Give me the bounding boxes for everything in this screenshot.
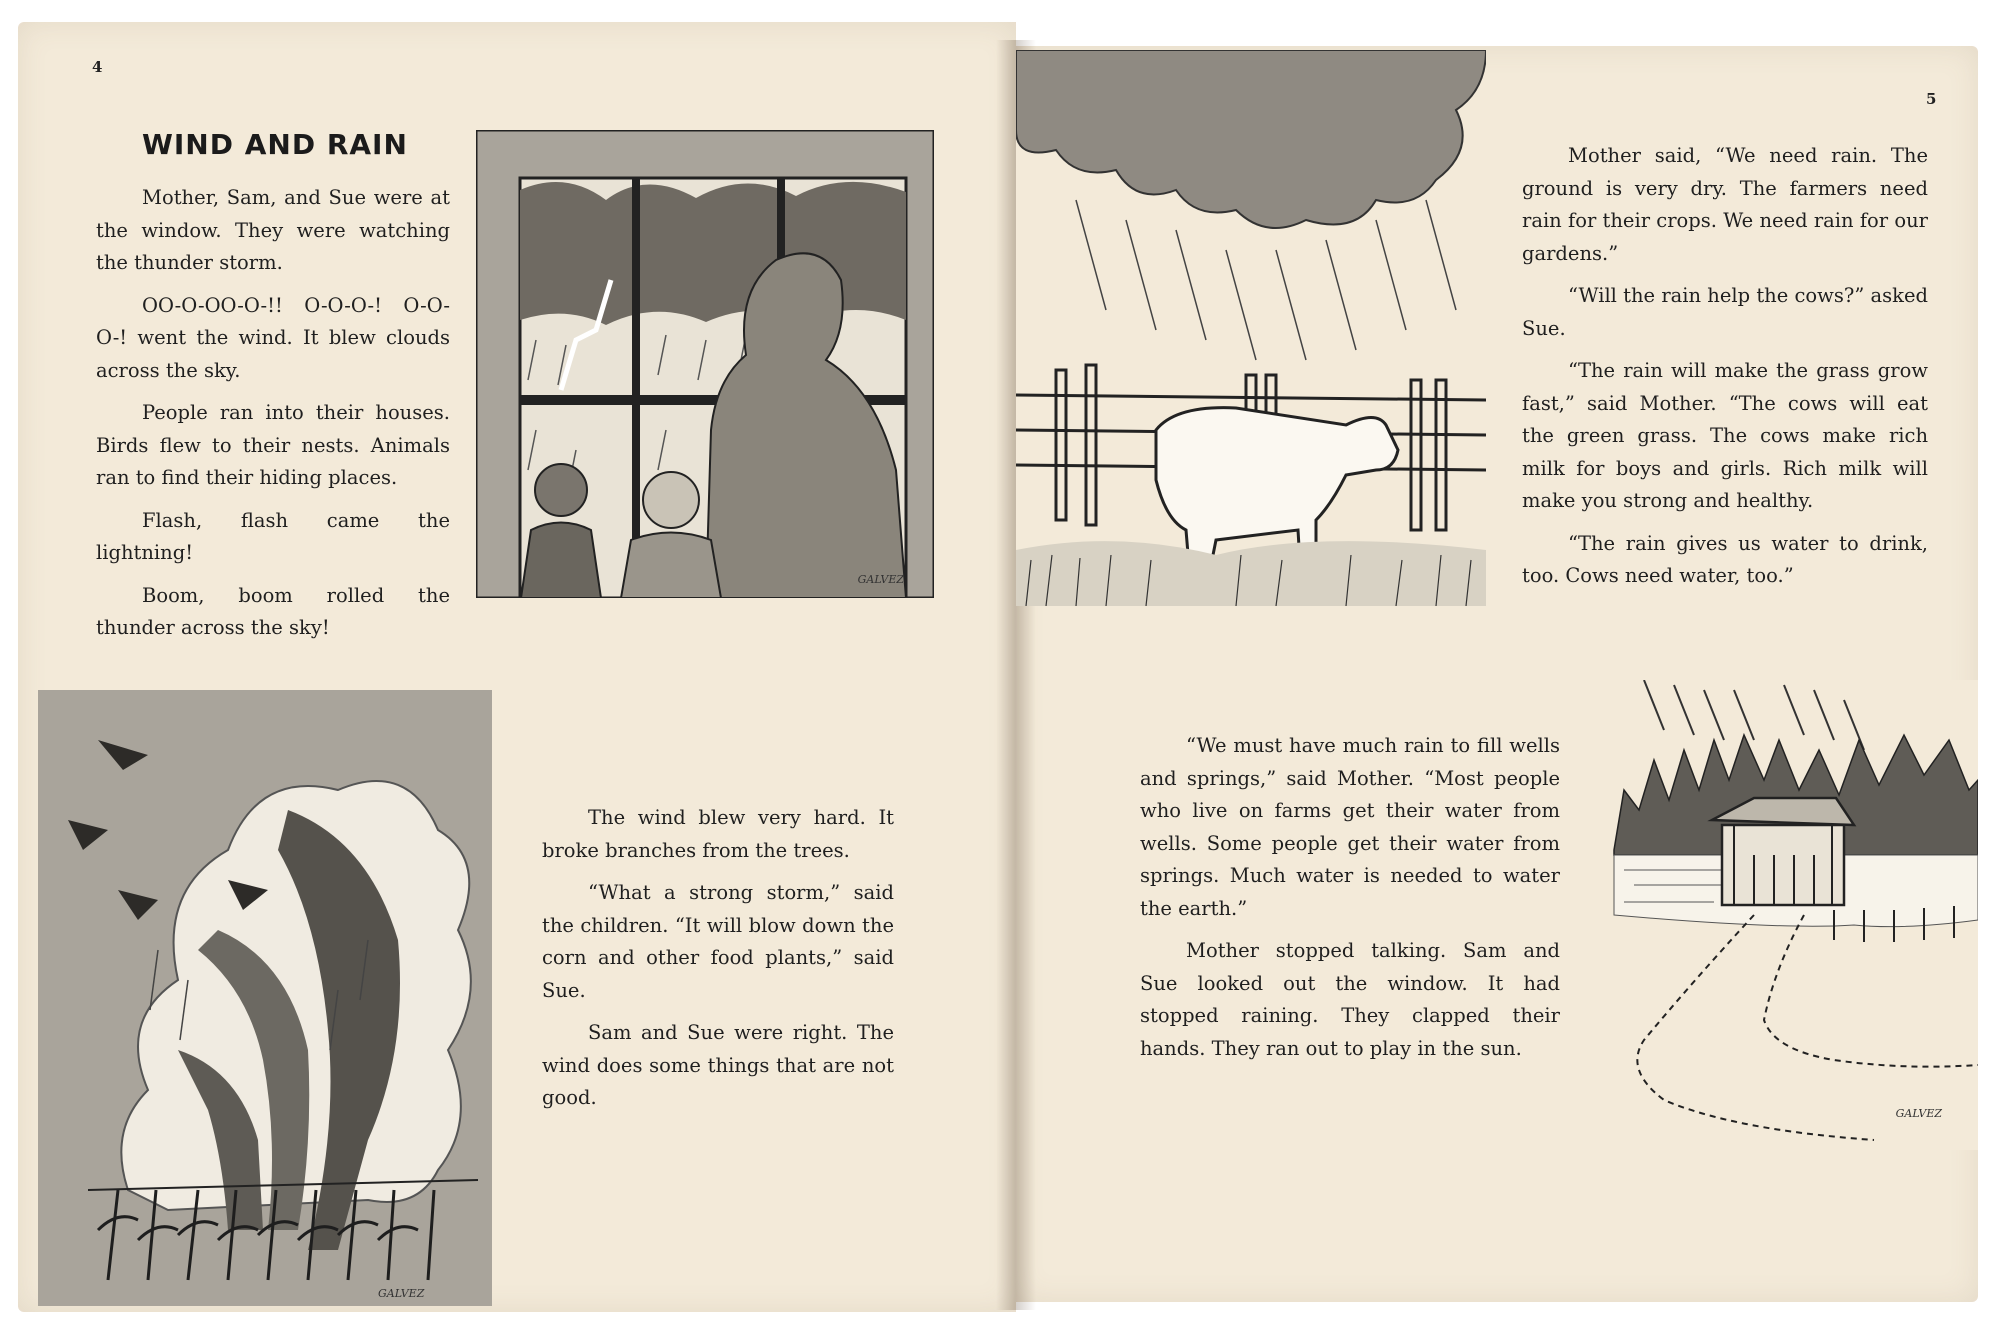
paragraph: “We must have much rain to fill wells and springs,” said Mother. “Most people who live on farms get their water from wells. Some people get their water from springs. Much water is needed to water the earth.”: [1140, 734, 1560, 920]
paragraph: Sam and Sue were right. The wind does some things that are not good.: [542, 1021, 894, 1109]
left-top-text: [96, 182, 450, 655]
right-bottom-text: [1140, 730, 1560, 1075]
paragraph: Mother said, “We need rain. The ground is very dry. The farmers need rain for their crops. We need rain for our gardens.”: [1522, 144, 1928, 265]
left-page-number: 4: [92, 58, 103, 76]
cow-in-rain-illustration: [1016, 50, 1486, 606]
artist-signature: GALVEZ: [378, 1287, 425, 1300]
well-house-illustration: [1604, 680, 1978, 1150]
page-title: WIND AND RAIN: [142, 128, 408, 161]
paragraph: “Will the rain help the cows?” asked Sue.: [1522, 284, 1928, 340]
paragraph: OO-O-OO-O-!! O-O-O-! O-O-O-! went the wind. It blew clouds across the sky.: [96, 293, 450, 382]
right-top-text: [1522, 140, 1928, 603]
paragraph: Boom, boom rolled the thunder across the sky!: [96, 583, 450, 639]
wind-trees-illustration: [38, 690, 492, 1306]
paragraph: People ran into their houses. Birds flew to their nests. Animals ran to find their hiding places.: [96, 401, 450, 489]
window-storm-illustration: [476, 130, 934, 598]
paragraph: Mother stopped talking. Sam and Sue looked out the window. It had stopped raining. They clapped their hands. They ran out to play in the sun.: [1140, 939, 1560, 1060]
paragraph: “What a strong storm,” said the children. “It will blow down the corn and other food plants,” said Sue.: [542, 881, 894, 1002]
right-page-number: 5: [1926, 90, 1937, 108]
artist-signature: GALVEZ: [1895, 1107, 1942, 1120]
paragraph: Mother, Sam, and Sue were at the window. They were watching the thunder storm.: [96, 186, 450, 274]
artist-signature: GALVEZ: [857, 573, 904, 586]
paragraph: “The rain gives us water to drink, too. Cows need water, too.”: [1522, 531, 1928, 587]
paragraph: The wind blew very hard. It broke branches from the trees.: [542, 806, 894, 862]
paragraph: “The rain will make the grass grow fast,” said Mother. “The cows will eat the green grass. The cows make rich milk for boys and girls. Rich milk will make you strong and healthy.: [1522, 359, 1928, 512]
left-bottom-text: [542, 802, 894, 1125]
paragraph: Flash, flash came the lightning!: [96, 508, 450, 564]
